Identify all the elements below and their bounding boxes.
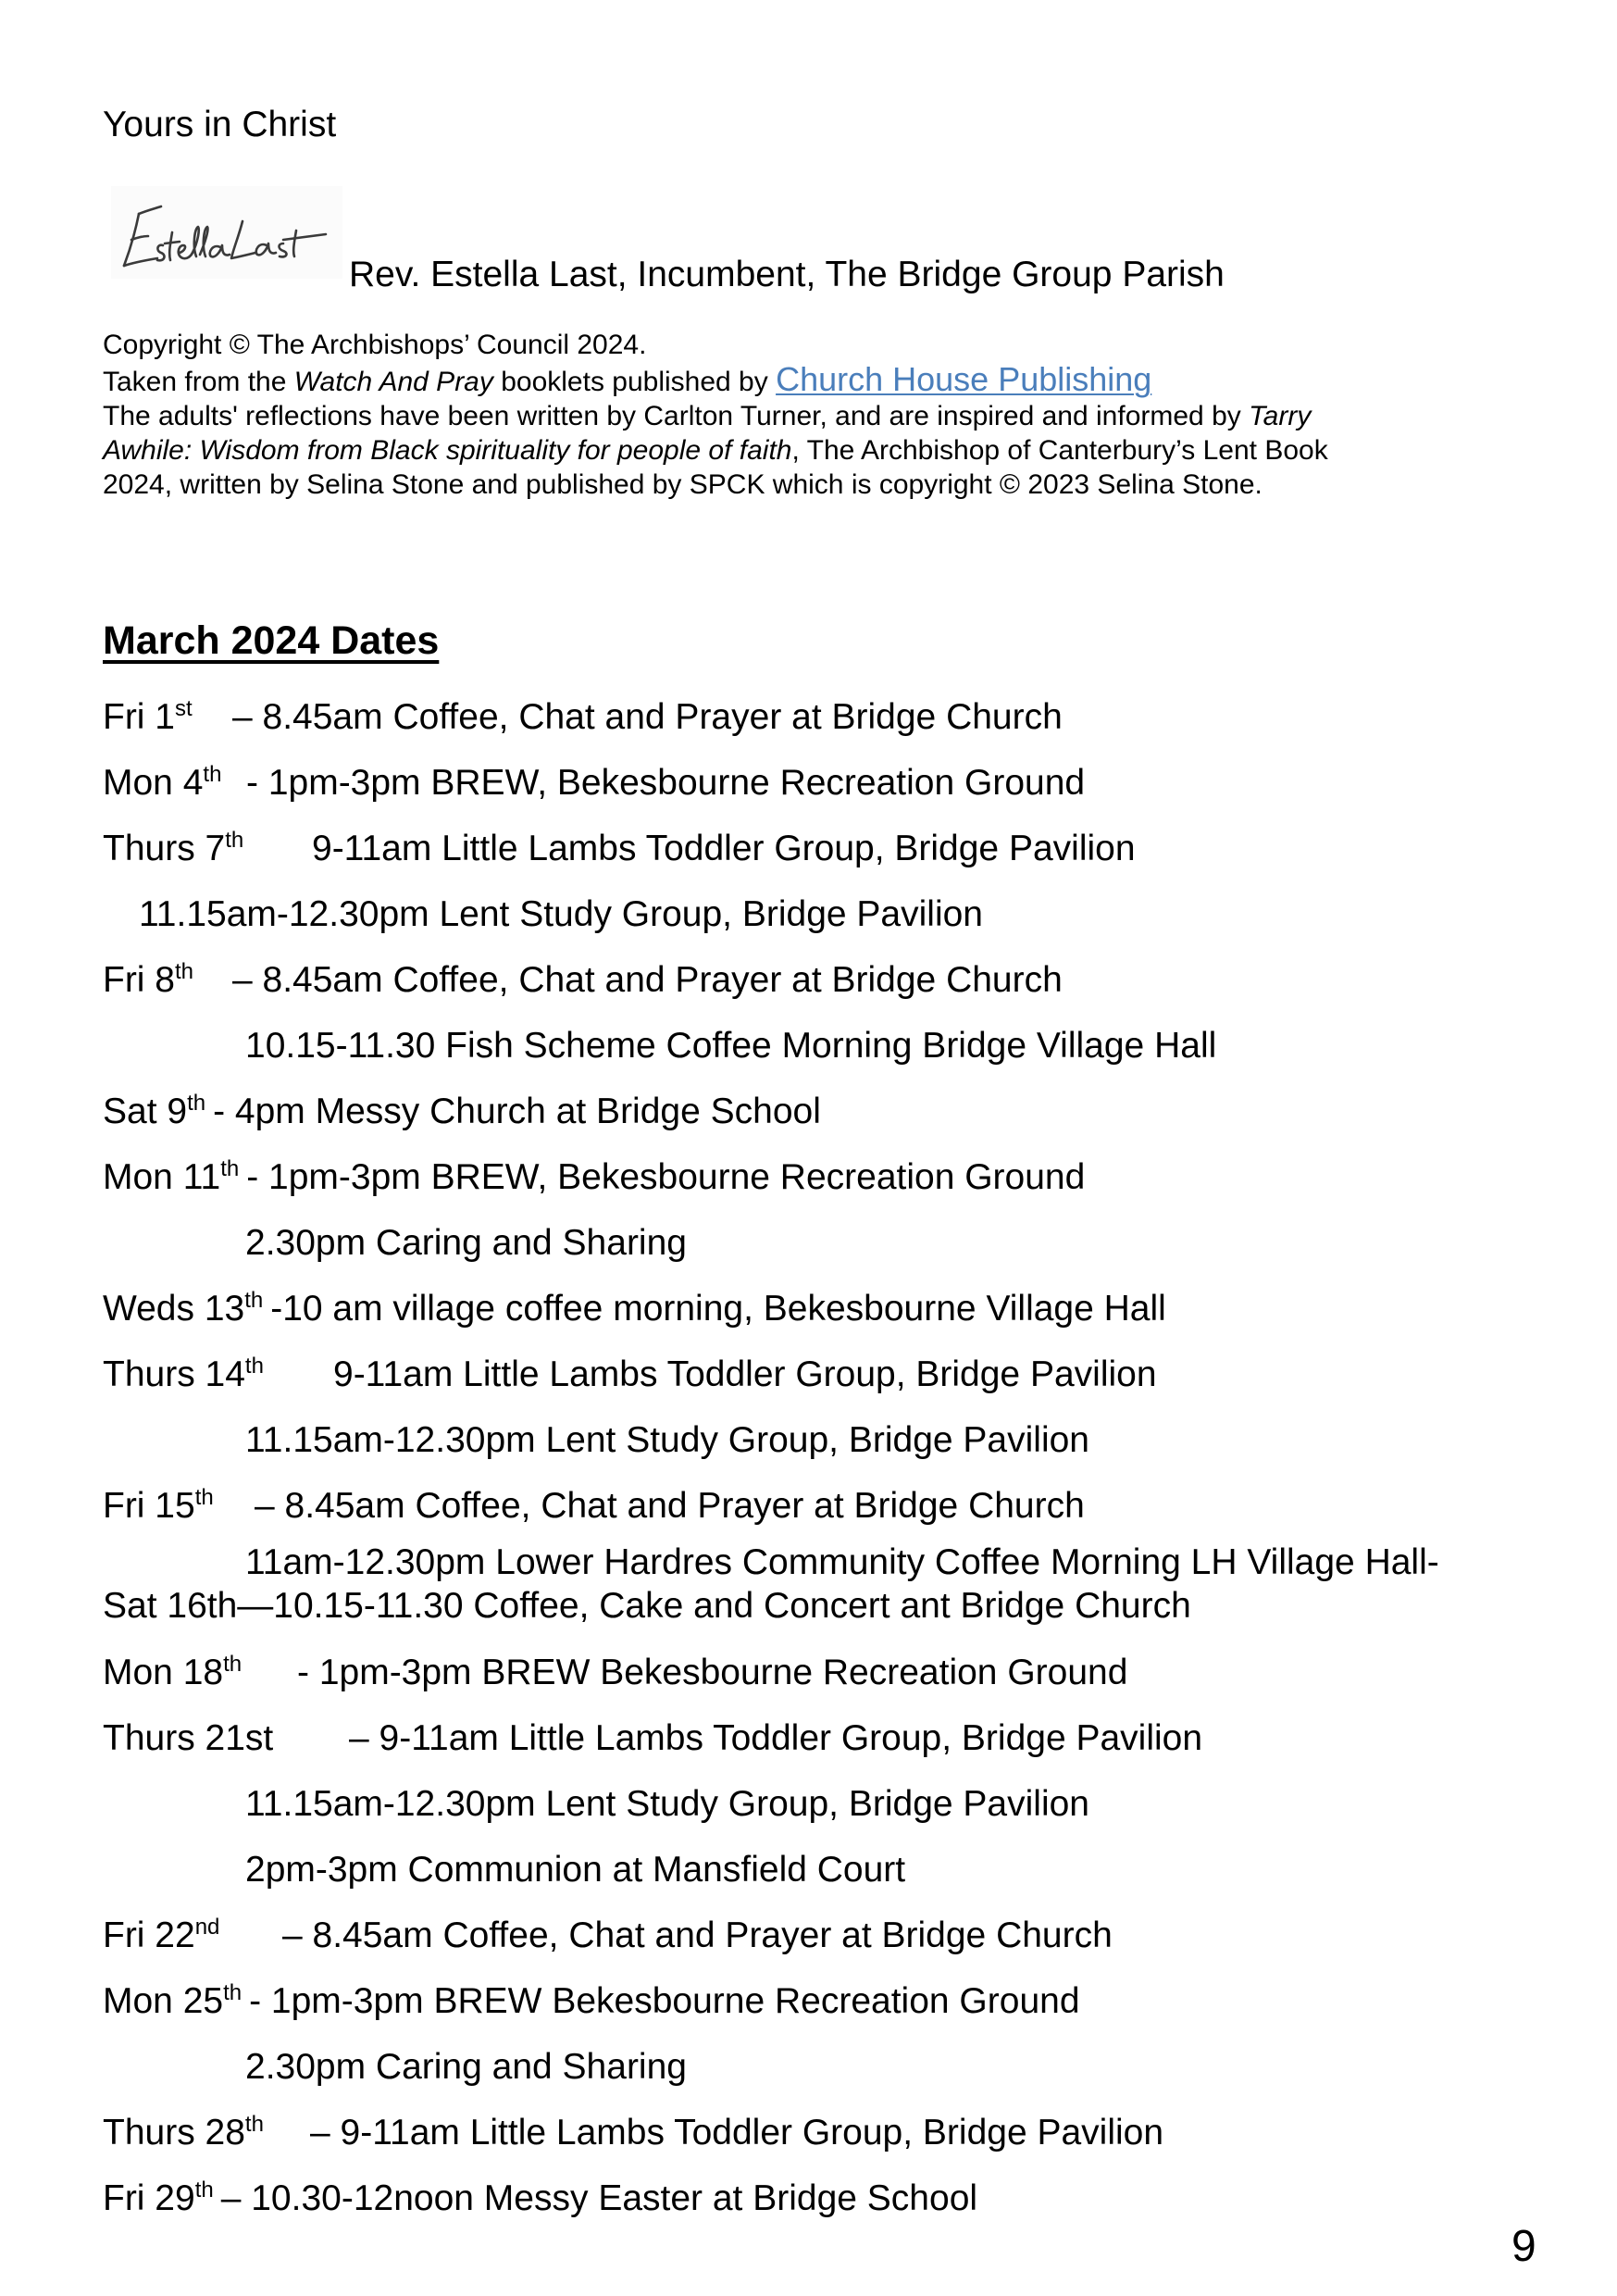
event-description: 9-11am Little Lambs Toddler Group, Bridge Pavilion [333,1354,1157,1394]
event-date: Thurs 7 [103,829,226,868]
booklet-title: Watch And Pray [293,367,493,397]
source-text: Taken from the [103,367,294,397]
event-description: – 8.45am Coffee, Chat and Prayer at Bridge Church [232,960,1063,1000]
signature-image [111,185,342,280]
reflections-line [103,399,1547,433]
event-date: Mon 11 [103,1157,221,1197]
event-date: Fri 8 [103,960,175,1000]
event-description: 2pm-3pm Communion at Mansfield Court [245,1850,906,1890]
signatory-name-title: Rev. Estella Last, Incumbent, The Bridge Group Parish [349,255,1225,294]
event-date: Fri 22 [103,1915,195,1955]
event-row [103,696,1063,739]
event-description: -10 am village coffee morning, Bekesbourne Village Hall [270,1289,1166,1329]
event-row [103,1652,1128,1694]
date-ordinal-suffix: th [223,1652,243,1677]
handwritten-signature-icon [111,185,342,280]
event-date: Thurs 21st [103,1718,274,1758]
letter-closing: Yours in Christ [103,105,337,144]
source-text-2: booklets published by [492,367,777,397]
event-description: – 9-11am Little Lambs Toddler Group, Bridge Pavilion [349,1718,1203,1758]
book-title-part2: Awhile: Wisdom from Black spirituality for people of faith [103,435,792,466]
event-date: Fri 1 [103,697,175,737]
event-row [103,1091,821,1133]
copyright-line: Copyright © The Archbishops’ Council 2024. [103,330,647,360]
event-description: - 1pm-3pm BREW, Bekesbourne Recreation Ground [246,1157,1086,1197]
event-description: 2.30pm Caring and Sharing [245,2047,687,2087]
event-description: - 1pm-3pm BREW Bekesbourne Recreation Ground [297,1653,1128,1692]
date-ordinal-suffix: th [175,959,194,984]
event-description: – 8.45am Coffee, Chat and Prayer at Bridge Church [282,1915,1113,1955]
event-row [103,1980,1080,2023]
event-row [103,828,1136,870]
event-description: - 1pm-3pm BREW Bekesbourne Recreation Ground [249,1981,1080,2021]
event-description: – 8.45am Coffee, Chat and Prayer at Bridge Church [232,697,1063,737]
event-description: 2.30pm Caring and Sharing [245,1223,687,1263]
event-description: – 10.30-12noon Messy Easter at Bridge School [220,2178,978,2218]
event-description: - 1pm-3pm BREW, Bekesbourne Recreation Ground [246,763,1086,803]
copyright-credits [103,328,1547,502]
event-row [103,2177,977,2220]
event-description: 11am-12.30pm Lower Hardres Community Coffee Morning LH Village Hall- [245,1542,1439,1582]
event-row [103,1915,1113,1957]
date-ordinal-suffix: th [187,1091,206,1116]
church-house-publishing-link[interactable]: Church House Publishing [776,360,1152,398]
date-ordinal-suffix: th [244,2112,264,2137]
event-row [103,959,1063,1002]
book-title-part1: Tarry [1249,401,1312,431]
reflections-text: The adults' reflections have been written by Carlton Turner, and are inspired and informed by [103,401,1250,431]
event-date: Mon 25 [103,1981,224,2021]
event-row [103,1354,1157,1396]
event-date: Thurs 28 [103,2113,245,2152]
date-ordinal-suffix: th [244,1354,264,1379]
event-description: 11.15am-12.30pm Lent Study Group, Bridge Pavilion [245,1784,1089,1824]
date-ordinal-suffix: th [220,1156,240,1181]
event-row [103,2112,1164,2154]
event-date: Fri 29 [103,2178,195,2218]
event-row [103,1288,1166,1330]
lent-book-text: , The Archbishop of Canterbury’s Lent Book [791,435,1328,466]
date-ordinal-suffix: th [194,2177,214,2202]
date-ordinal-suffix: th [225,828,244,853]
event-description: 10.15-11.30 Fish Scheme Coffee Morning Bridge Village Hall [245,1026,1217,1066]
event-date: Sat 9 [103,1092,188,1131]
page-number: 9 [1511,2222,1536,2271]
event-row [103,1485,1085,1528]
event-description: Sat 16th—10.15-11.30 Coffee, Cake and Concert ant Bridge Church [103,1586,1191,1626]
event-description: 9-11am Little Lambs Toddler Group, Bridge Pavilion [312,829,1136,868]
event-date: Weds 13 [103,1289,245,1329]
event-description: – 8.45am Coffee, Chat and Prayer at Bridge Church [255,1486,1085,1526]
event-row [103,1156,1085,1199]
event-description: - 4pm Messy Church at Bridge School [213,1092,821,1131]
date-ordinal-suffix: st [175,696,193,721]
date-ordinal-suffix: th [194,1485,214,1510]
book-title-line [103,433,1547,468]
date-ordinal-suffix: th [223,1980,243,2005]
event-row [103,1717,1203,1760]
event-date: Mon 4 [103,763,204,803]
event-date: Fri 15 [103,1486,195,1526]
date-ordinal-suffix: th [203,762,222,787]
source-line [103,362,1547,399]
event-date: Thurs 14 [103,1354,245,1394]
event-row [103,762,1086,805]
date-ordinal-suffix: th [244,1288,264,1313]
event-date: Mon 18 [103,1653,224,1692]
event-description: – 9-11am Little Lambs Toddler Group, Bridge Pavilion [310,2113,1164,2152]
author-line: 2024, written by Selina Stone and published by SPCK which is copyright © 2023 Selina Stone. [103,469,1263,500]
event-description: 11.15am-12.30pm Lent Study Group, Bridge Pavilion [139,894,983,934]
event-description: 11.15am-12.30pm Lent Study Group, Bridge Pavilion [245,1420,1089,1460]
section-heading: March 2024 Dates [103,618,440,663]
date-ordinal-suffix: nd [194,1915,220,1940]
